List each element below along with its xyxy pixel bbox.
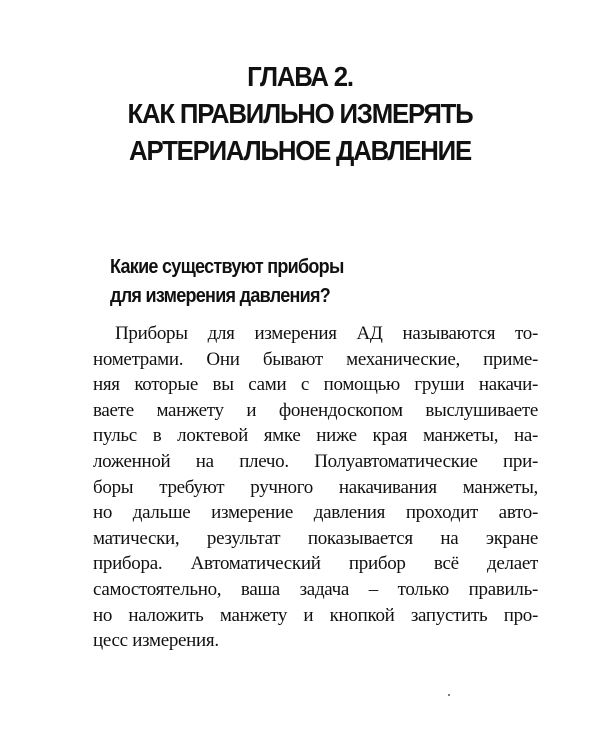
paragraph-line: матически, результат показывается на экране	[93, 527, 538, 549]
paragraph-line: няя которые вы сами с помощью груши накачи-	[93, 374, 538, 396]
section-title-line: для измерения давления?	[110, 285, 331, 307]
paragraph-line: Приборы для измерения АД называются то-	[115, 323, 538, 344]
paragraph-line: нометрами. Они бывают механические, приме-	[93, 348, 538, 370]
body-paragraph	[93, 321, 538, 654]
paragraph-line: цесс измерения.	[93, 630, 219, 652]
paragraph-line: пульс в локтевой ямке ниже края манжеты, на-	[93, 425, 538, 447]
section-title-line: Какие существуют приборы	[110, 256, 344, 278]
paragraph-line: ложенной на плечо. Полуавтоматические при-	[93, 450, 538, 472]
paragraph-line: прибора. Автоматический прибор всё делает	[93, 553, 538, 575]
paragraph-line: боры требуют ручного накачивания манжеты,	[93, 476, 538, 498]
section-heading	[110, 253, 488, 311]
paragraph-line: ваете манжету и фонендоскопом выслушиваете	[93, 399, 538, 421]
chapter-heading	[24, 58, 576, 169]
paragraph-line: самостоятельно, ваша задача – только правиль-	[93, 578, 538, 600]
paragraph-line: но дальше измерение давления проходит авто-	[93, 502, 538, 524]
chapter-title-line: КАК ПРАВИЛЬНО ИЗМЕРЯТЬ	[127, 98, 473, 129]
paragraph-line: но наложить манжету и кнопкой запустить про-	[93, 604, 538, 626]
chapter-number: ГЛАВА 2.	[247, 61, 353, 92]
print-speck	[448, 694, 450, 696]
chapter-title-line: АРТЕРИАЛЬНОЕ ДАВЛЕНИЕ	[129, 135, 471, 166]
